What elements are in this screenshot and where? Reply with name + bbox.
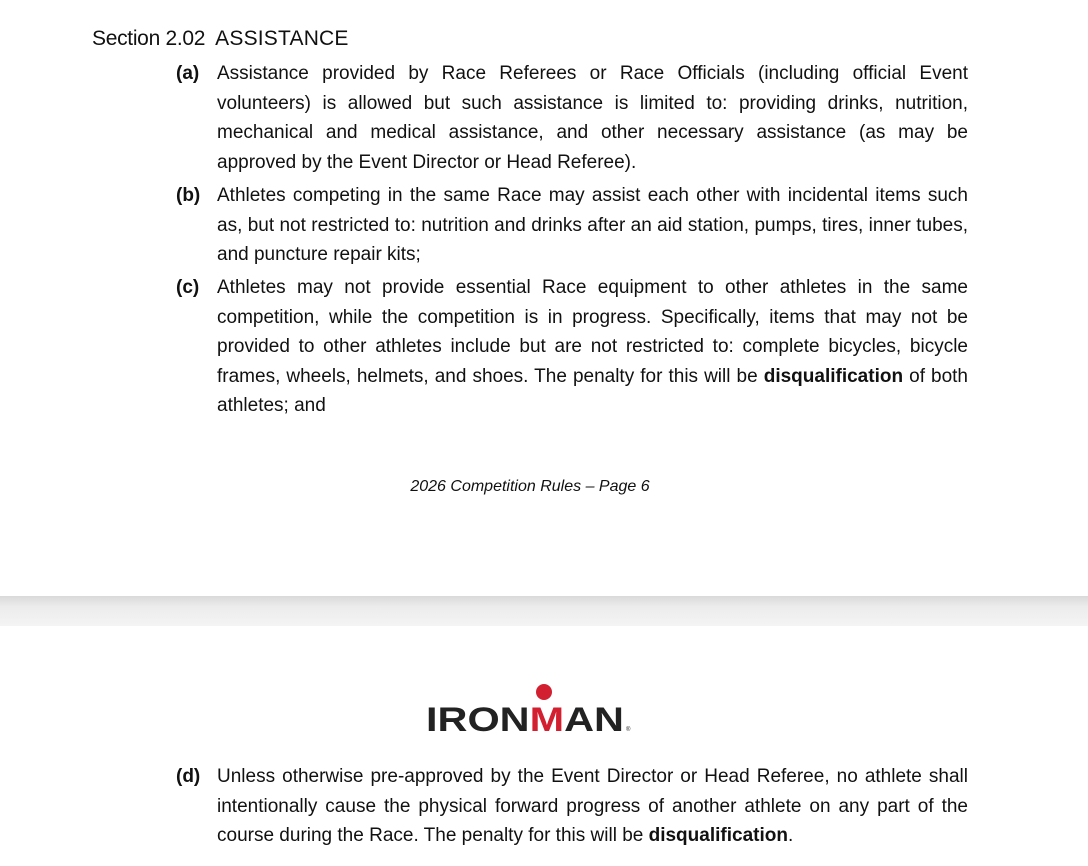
clause-a [176, 59, 968, 177]
section-number: Section 2.02 [92, 27, 206, 50]
ironman-logo [426, 682, 636, 734]
clause-text [217, 762, 968, 851]
logo-dot-icon [536, 684, 552, 700]
clause-text-part: of both athletes; and [217, 365, 968, 416]
page-footer: 2026 Competition Rules – Page 6 [410, 478, 650, 495]
logo-wordmark: IRON M AN [426, 701, 614, 734]
clause-text-part: Unless otherwise pre-approved by the Event Director or Head Referee, no athlete shall intentionally cause the physical forward progress of another athlete on any part of the course during the Race. The penalty for this will be [217, 766, 968, 846]
clause-text: Assistance provided by Race Referees or Race Officials (including official Event volunteers) is allowed but such assistance is limited to: providing drinks, nutrition, mechanical and medical assistance, and other necessary assistance (as may be approved by the Event Director or Head Referee). [217, 63, 968, 173]
penalty-emphasis: disqualification [648, 825, 788, 846]
document-page-2 [0, 626, 1088, 866]
clause-c [176, 273, 968, 421]
clause-label: (a) [176, 63, 200, 84]
section-heading [92, 26, 349, 52]
clause-text [217, 273, 968, 421]
penalty-emphasis: disqualification [763, 365, 904, 387]
page-separator [0, 596, 1088, 626]
clause-label: (d) [176, 766, 201, 787]
clause-label: (b) [176, 185, 201, 206]
registered-mark-icon: ® [626, 727, 631, 733]
clause-text: Athletes competing in the same Race may assist each other with incidental items such as, but not restricted to: nutrition and drinks after an aid station, pumps, tires, inner tubes, and puncture repair kits; [217, 185, 968, 265]
clause-b [176, 181, 968, 270]
clause-d [176, 762, 968, 851]
clause-label: (c) [176, 277, 200, 298]
section-title: ASSISTANCE [215, 27, 349, 50]
clause-text-part: Athletes may not provide essential Race equipment to other athletes in the same competition, while the competition is in progress. Specifically, items that may not be provided to other athletes include but are not restricted to: complete bicycles, bicycle frames, wheels, helmets, and shoes. The penalty for this will be [217, 277, 968, 387]
clause-text-part: . [787, 825, 794, 846]
